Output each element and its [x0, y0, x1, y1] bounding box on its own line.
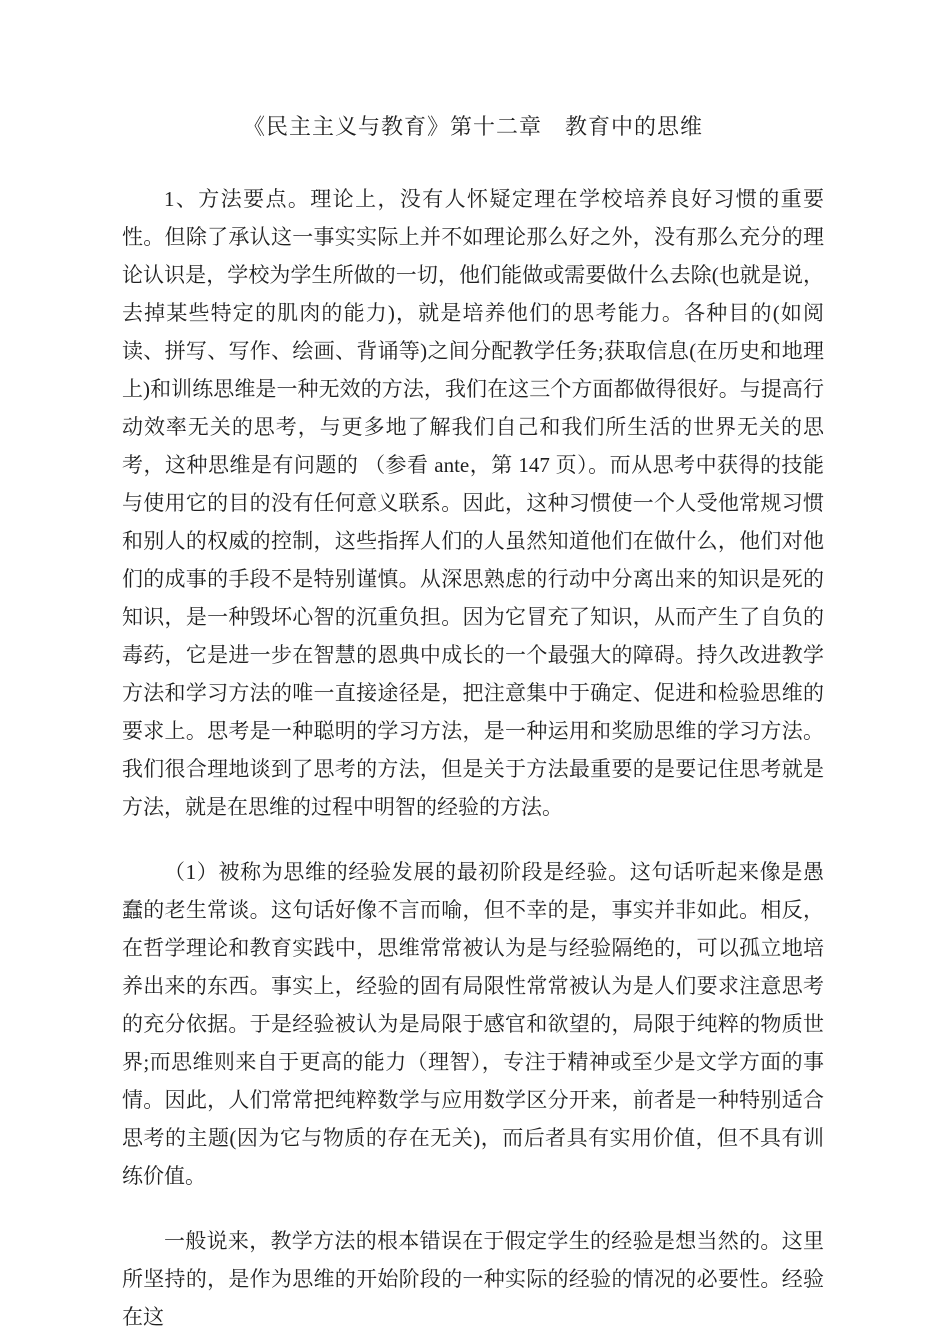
paragraph-experience-first-stage: （1）被称为思维的经验发展的最初阶段是经验。这句话听起来像是愚蠢的老生常谈。这句话好像不言而喻，但不幸的是，事实并非如此。相反，在哲学理论和教育实践中，思维常常被认为是与经验隔绝的，可以孤立地培养出来的东西。事实上，经验的固有局限性常常被认为是人们要求注意思考的充分依据。于是经验被认为是局限于感官和欲望的，局限于纯粹的物质世界;而思维则来自于更高的能力（理智），专注于精神或至少是文学方面的事情。因此，人们常常把纯粹数学与应用数学区分开来，前者是一种特别适合思考的主题(因为它与物质的存在无关)，而后者具有实用价值，但不具有训练价值。	[122, 860, 824, 1188]
paragraph-method-essentials: 1、方法要点。理论上，没有人怀疑定理在学校培养良好习惯的重要性。但除了承认这一事实实际上并不如理论那么好之外，没有那么充分的理论认识是，学校为学生所做的一切，他们能做或需要做什么去除(也就是说，去掉某些特定的肌肉的能力)，就是培养他们的思考能力。各种目的(如阅读、拼写、写作、绘画、背诵等)之间分配教学任务;获取信息(在历史和地理上)和训练思维是一种无效的方法，我们在这三个方面都做得很好。与提高行动效率无关的思考，与更多地了解我们自己和我们所生活的世界无关的思考，这种思维是有问题的 （参看 ante，第 147 页）。而从思考中获得的技能与使用它的目的没有任何意义联系。因此，这种习惯使一个人受他常规习惯和别人的权威的控制，这些指挥人们的人虽然知道他们在做什么，他们对他们的成事的手段不是特别谨慎。从深思熟虑的行动中分离出来的知识是死的知识，是一种毁坏心智的沉重负担。因为它冒充了知识，从而产生了自负的毒药，它是进一步在智慧的恩典中成长的一个最强大的障碍。持久改进教学方法和学习方法的唯一直接途径是，把注意集中于确定、促进和检验思维的要求上。思考是一种聪明的学习方法，是一种运用和奖励思维的学习方法。我们很合理地谈到了思考的方法，但是关于方法最重要的是要记住思考就是方法，就是在思维的过程中明智的经验的方法。	[122, 187, 824, 819]
paragraph-teaching-method-error: 一般说来，教学方法的根本错误在于假定学生的经验是想当然的。这里所坚持的，是作为思维的开始阶段的一种实际的经验的情况的必要性。经验在这	[122, 1229, 824, 1329]
chapter-title: 《民主主义与教育》第十二章 教育中的思维	[242, 114, 703, 139]
text-column	[122, 0, 824, 1336]
